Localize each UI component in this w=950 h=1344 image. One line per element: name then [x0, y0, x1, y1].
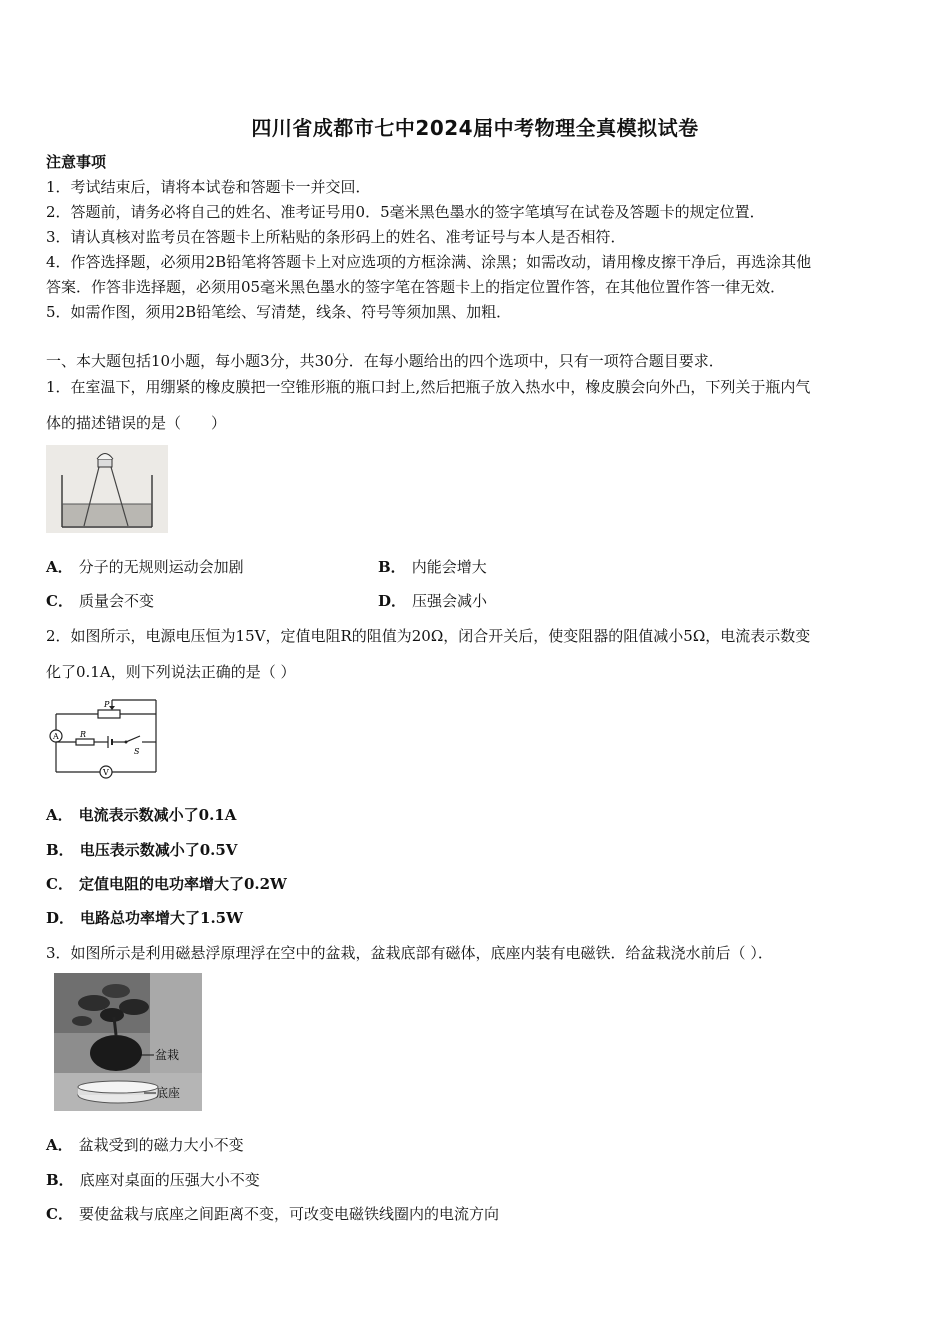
notice-item: 3．请认真核对监考员在答题卡上所粘贴的条形码上的姓名、准考证号与本人是否相符．	[46, 228, 626, 246]
q1-stem-line1: 1．在室温下，用绷紧的橡皮膜把一空锥形瓶的瓶口封上,然后把瓶子放入热水中，橡皮膜会向外凸，下列关于瓶内气	[46, 378, 811, 396]
notice-item: 4．作答选择题，必须用2B铅笔将答题卡上对应选项的方框涂满、涂黑；如需改动，请用橡皮擦干净后，再选涂其他	[46, 253, 812, 271]
option-label: B．	[46, 841, 74, 859]
q3-stem: 3．如图所示是利用磁悬浮原理浮在空中的盆栽，盆栽底部有磁体，底座内装有电磁铁．给盆栽浇水前后（ ）．	[46, 944, 773, 962]
option-text: 电路总功率增大了1.5W	[80, 909, 243, 927]
q2-circuit-figure	[46, 694, 164, 784]
option-text: 定值电阻的电功率增大了0.2W	[78, 875, 287, 893]
exam-title: 四川省成都市七中2024届中考物理全真模拟试卷	[251, 116, 699, 140]
q3-option-b	[46, 1170, 260, 1190]
option-text: 分子的无规则运动会加剧	[78, 558, 244, 576]
option-text: 盆栽受到的磁力大小不变	[78, 1136, 244, 1154]
notice-item: 5．如需作图，须用2B铅笔绘、写清楚，线条、符号等须加黑、加粗．	[46, 303, 512, 321]
q3-option-c	[46, 1204, 499, 1224]
option-label: A．	[46, 806, 73, 824]
pot-label: 盆栽	[155, 1048, 180, 1062]
q2-option-b	[46, 840, 237, 860]
q1-option-b	[378, 557, 487, 577]
q1-stem-line2: 体的描述错误的是（ ）	[46, 414, 227, 432]
option-label: B．	[46, 1171, 74, 1189]
option-text: 电流表示数减小了0.1A	[78, 806, 237, 824]
option-label: D．	[46, 909, 75, 927]
option-label: A．	[46, 1136, 73, 1154]
option-text: 内能会增大	[411, 558, 487, 576]
option-label: C．	[46, 875, 73, 893]
option-text: 电压表示数减小了0.5V	[79, 841, 238, 859]
q2-option-c	[46, 874, 287, 894]
option-label: A．	[46, 558, 73, 576]
switch-s-label: S	[134, 747, 140, 756]
q2-option-a	[46, 805, 236, 825]
q1-option-d	[378, 591, 487, 611]
q1-option-c	[46, 591, 154, 611]
notice-item: 答案．作答非选择题，必须用05毫米黑色墨水的签字笔在答题卡上的指定位置作答，在其他位置作答一律无效．	[46, 278, 786, 296]
option-label: B．	[378, 558, 406, 576]
q1-flask-figure	[46, 445, 168, 533]
option-label: D．	[378, 592, 407, 610]
section-heading: 一、本大题包括10小题，每小题3分，共30分．在每小题给出的四个选项中，只有一项符合题目要求．	[46, 352, 724, 370]
voltmeter-label: V	[103, 768, 109, 777]
option-text: 要使盆栽与底座之间距离不变，可改变电磁铁线圈内的电流方向	[78, 1205, 499, 1223]
q1-option-a	[46, 557, 244, 577]
option-text: 压强会减小	[412, 592, 488, 610]
rheostat-p-label: P	[104, 700, 110, 709]
resistor-r-label: R	[80, 730, 87, 739]
q3-option-a	[46, 1135, 244, 1155]
notice-item: 1．考试结束后，请将本试卷和答题卡一并交回．	[46, 178, 371, 196]
option-text: 底座对桌面的压强大小不变	[79, 1171, 260, 1189]
option-text: 质量会不变	[78, 592, 154, 610]
option-label: C．	[46, 1205, 73, 1223]
q3-maglev-plant-photo	[54, 973, 202, 1111]
option-label: C．	[46, 592, 73, 610]
ammeter-label: A	[53, 732, 59, 741]
q2-option-d	[46, 908, 243, 928]
notice-item: 2．答题前，请务必将自己的姓名、准考证号用0．5毫米黑色墨水的签字笔填写在试卷及答题卡的规定位置．	[46, 203, 765, 221]
q2-stem-line1: 2．如图所示，电源电压恒为15V，定值电阻R的阻值为20Ω，闭合开关后，使变阻器的阻值减小5Ω，电流表示数变	[46, 627, 811, 645]
notice-heading: 注意事项	[46, 153, 107, 171]
q2-stem-line2: 化了0.1A，则下列说法正确的是（ ）	[46, 663, 296, 681]
base-label: 底座	[156, 1086, 181, 1100]
